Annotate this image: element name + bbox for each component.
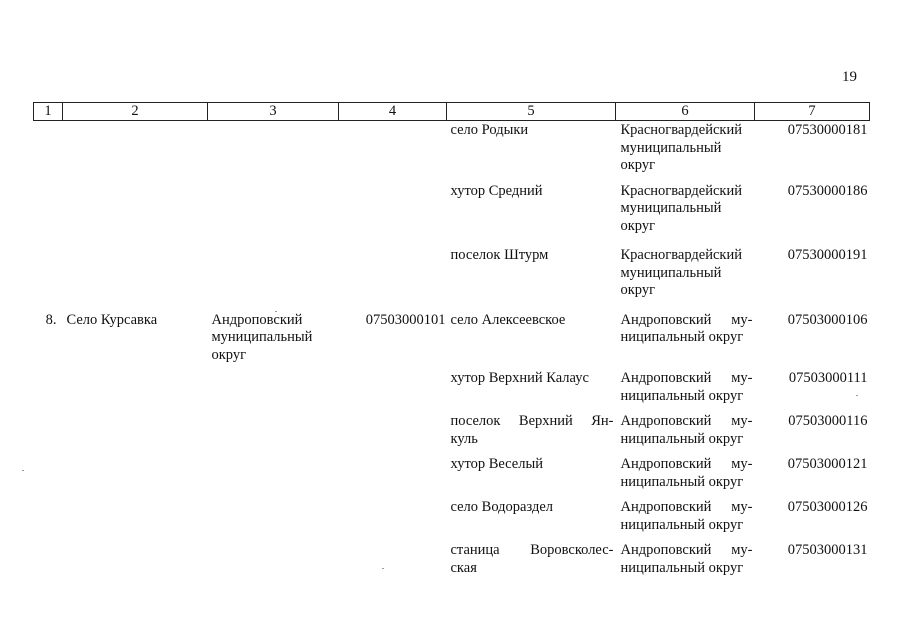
cell-text-line: поселок Штурм bbox=[450, 247, 549, 263]
row-number-cell bbox=[34, 121, 63, 183]
cell-text-line: ниципальный округ bbox=[620, 387, 744, 404]
city-name-cell bbox=[63, 542, 208, 585]
cell-text-line: ниципальный округ bbox=[620, 473, 744, 490]
cell-text-line: ская bbox=[450, 559, 477, 576]
cell-text-line: поселок Верхний Ян- bbox=[450, 413, 614, 429]
city-name-cell bbox=[63, 456, 208, 499]
settlement-okrug-cell bbox=[616, 312, 755, 371]
cell-text-line: хутор Веселый bbox=[450, 456, 543, 472]
cell-text-line: Красногвардейский bbox=[620, 122, 742, 138]
table-row bbox=[34, 247, 870, 312]
cell-text-line: муниципальный bbox=[620, 139, 722, 156]
city-name-cell bbox=[63, 413, 208, 456]
settlement-okrug-cell bbox=[616, 370, 755, 413]
settlement-code-cell: 07503000106 bbox=[787, 311, 868, 328]
city-name-cell bbox=[63, 183, 208, 248]
settlement-okrug-cell bbox=[616, 456, 755, 499]
cell-text-line: куль bbox=[450, 430, 478, 447]
table-row bbox=[34, 542, 870, 585]
cell-text-line: ниципальный округ bbox=[620, 430, 744, 447]
cell-text-line: хутор Средний bbox=[450, 182, 543, 199]
table-row bbox=[34, 499, 870, 542]
city-okrug-cell bbox=[208, 247, 339, 312]
city-okrug-cell bbox=[208, 312, 339, 371]
scan-speck bbox=[22, 470, 24, 471]
cell-text-line: ниципальный округ bbox=[620, 329, 744, 345]
city-code-cell bbox=[339, 247, 447, 312]
cell-text-line: Андроповский му- bbox=[620, 311, 753, 328]
city-name-cell bbox=[63, 370, 208, 413]
city-name-cell bbox=[63, 499, 208, 542]
settlement-name-cell bbox=[447, 121, 616, 183]
cell-text-line: станица Воровсколес- bbox=[450, 542, 614, 558]
city-code-cell bbox=[339, 413, 447, 456]
cell-text-line: округ bbox=[620, 282, 656, 298]
table-body bbox=[34, 121, 870, 586]
settlement-code-cell: 07530000186 bbox=[787, 182, 868, 199]
city-okrug-cell bbox=[208, 499, 339, 542]
table-row bbox=[34, 183, 870, 248]
cell-text-line: ниципальный округ bbox=[620, 559, 744, 576]
settlement-name-cell bbox=[447, 370, 616, 413]
settlement-name-cell bbox=[447, 413, 616, 456]
settlement-okrug-cell bbox=[616, 183, 755, 248]
settlement-okrug-cell bbox=[616, 121, 755, 183]
settlement-code-cell: 07530000191 bbox=[787, 247, 868, 263]
settlement-code-cell: 07503000121 bbox=[787, 456, 868, 472]
cell-text-line: Андроповский му- bbox=[620, 413, 753, 429]
settlements-table bbox=[33, 102, 870, 585]
cell-text-line: Андроповский му- bbox=[620, 499, 753, 515]
page-number: 19 bbox=[842, 69, 857, 85]
cell-text-line: Красногвардейский bbox=[620, 182, 742, 199]
settlement-okrug-cell bbox=[616, 542, 755, 585]
scan-speck bbox=[275, 311, 277, 312]
table-row bbox=[34, 413, 870, 456]
city-okrug-cell bbox=[208, 370, 339, 413]
column-header-6: 6 bbox=[616, 103, 755, 121]
settlement-code-cell: 07530000181 bbox=[787, 122, 868, 138]
cell-text-line: Андроповский bbox=[211, 311, 303, 328]
column-header-4: 4 bbox=[339, 103, 447, 121]
city-code-cell bbox=[339, 370, 447, 413]
settlement-name-cell bbox=[447, 312, 616, 371]
city-okrug-cell bbox=[208, 456, 339, 499]
settlement-name-cell bbox=[447, 499, 616, 542]
row-number-cell bbox=[34, 542, 63, 585]
city-name-cell: Село Курсавка bbox=[66, 311, 158, 328]
cell-text-line: Андроповский му- bbox=[620, 456, 753, 472]
column-header-2: 2 bbox=[63, 103, 208, 121]
settlement-code-cell: 07503000111 bbox=[788, 370, 868, 386]
row-number-cell bbox=[34, 413, 63, 456]
city-name-cell bbox=[63, 121, 208, 183]
row-number-cell bbox=[34, 370, 63, 413]
scan-speck bbox=[382, 568, 384, 569]
column-header-7: 7 bbox=[755, 103, 870, 121]
city-okrug-cell bbox=[208, 121, 339, 183]
row-number-cell bbox=[34, 183, 63, 248]
settlement-okrug-cell bbox=[616, 413, 755, 456]
settlement-okrug-cell bbox=[616, 499, 755, 542]
city-code-cell: 07503000101 bbox=[365, 311, 446, 328]
settlement-name-cell bbox=[447, 183, 616, 248]
city-name-cell bbox=[63, 247, 208, 312]
cell-text-line: село Родыки bbox=[450, 122, 529, 138]
cell-text-line: округ bbox=[211, 346, 247, 363]
settlement-code-cell: 07503000116 bbox=[788, 413, 868, 429]
row-number-cell: 8. bbox=[45, 311, 57, 328]
column-header-3: 3 bbox=[208, 103, 339, 121]
city-code-cell bbox=[339, 456, 447, 499]
city-okrug-cell bbox=[208, 542, 339, 585]
city-code-cell bbox=[339, 542, 447, 585]
cell-text-line: округ bbox=[620, 217, 656, 234]
column-number-header-row bbox=[34, 103, 870, 121]
cell-text-line: хутор Верхний Калаус bbox=[450, 370, 589, 386]
cell-text-line: округ bbox=[620, 157, 656, 173]
cell-text-line: Красногвардейский bbox=[620, 247, 742, 263]
cell-text-line: село Водораздел bbox=[450, 499, 553, 515]
row-number-cell bbox=[34, 247, 63, 312]
column-header-1: 1 bbox=[34, 103, 63, 121]
row-number-cell bbox=[34, 456, 63, 499]
city-okrug-cell bbox=[208, 183, 339, 248]
settlement-name-cell bbox=[447, 247, 616, 312]
column-header-5: 5 bbox=[447, 103, 616, 121]
table-row bbox=[34, 121, 870, 183]
settlement-name-cell bbox=[447, 456, 616, 499]
settlement-name-cell bbox=[447, 542, 616, 585]
settlement-code-cell: 07503000126 bbox=[787, 499, 868, 515]
table-row bbox=[34, 370, 870, 413]
cell-text-line: ниципальный округ bbox=[620, 516, 744, 533]
cell-text-line: муниципальный bbox=[620, 200, 722, 216]
city-code-cell bbox=[339, 183, 447, 248]
cell-text-line: село Алексеевское bbox=[450, 311, 566, 328]
table-row bbox=[34, 456, 870, 499]
cell-text-line: Андроповский му- bbox=[620, 370, 753, 386]
cell-text-line: муниципальный bbox=[211, 329, 313, 345]
city-okrug-cell bbox=[208, 413, 339, 456]
table-row bbox=[34, 312, 870, 371]
city-code-cell bbox=[339, 499, 447, 542]
city-code-cell bbox=[339, 121, 447, 183]
settlement-code-cell: 07503000131 bbox=[787, 542, 868, 558]
settlement-okrug-cell bbox=[616, 247, 755, 312]
scan-speck bbox=[856, 395, 858, 396]
row-number-cell bbox=[34, 499, 63, 542]
cell-text-line: Андроповский му- bbox=[620, 542, 753, 558]
cell-text-line: муниципальный bbox=[620, 264, 722, 281]
